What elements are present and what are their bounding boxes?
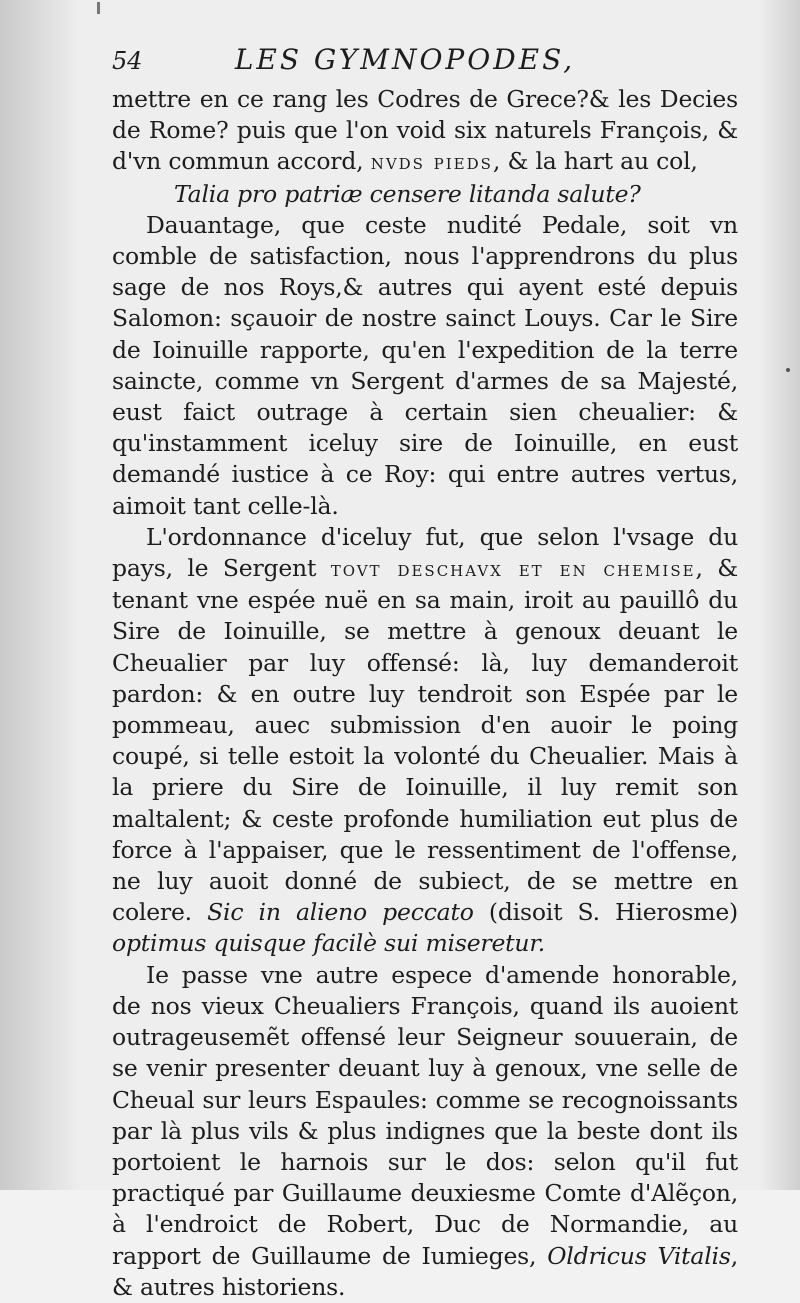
oldricus-vitalis-italic: Oldricus Vitalis [547,1241,731,1270]
paragraph-2: Dauantage, que ceste nudité Pedale, soit vn comble de satisfaction, nous l'apprendrons du plus sage de nos Roys,& autres qui ayent esté depuis Salomon: sçauoir de nostre sainct Louys. Car le Sire de Ioinuille rapporte, qu'en l'expedition de la terre saincte, comme vn Sergent d'armes de sa Majesté, eust faict outrage à certain sien cheualier: & qu'instamment iceluy sire de Ioinuille, en eust demandé iustice à ce Roy: qui entre autres vertus, aimoit tant celle-là. [112,210,738,520]
latin-quote-1: Sic in alieno peccato [207,898,474,927]
page-number: 54 [112,47,143,75]
latin-quote-2: optimus quisque facilè sui miseretur. [112,929,546,958]
paragraph-3-body: , & tenant vne espée nuë en sa main, iroit au pauillô du Sire de Ioinuille, se mettre à genoux deuant le Cheualier par luy offensé: là, luy demanderoit pardon: & en outre luy tendroit son Espée par le pommeau, auec submission d'en auoir le poing coupé, si telle estoit la volonté du Cheualier. Mais à la priere du Sire de Ioinuille, il luy remit son maltalent; & ceste profonde humiliation eut plus de force à l'appaiser, que le ressentiment de l'offense, ne luy auoit donné de subiect, de se mettre en colere. [112,554,739,927]
scan-mark [97,2,100,14]
paragraph-4-text: Ie passe vne autre espece d'amende honorable, de nos vieux Cheualiers François, quand ils auoient outrageusemẽt offensé leur Seigneur souuerain, de se venir presenter deuant luy à genoux, vne selle de Cheual sur leurs Espaules: comme se recognoissants par là plus vils & plus indignes que la beste dont ils portoient le harnois sur le dos: selon qu'il fut practiqué par Guillaume deuxiesme Comte d'Alẽçon, à l'endroict de Robert, Duc de Normandie, au rapport de Guillaume de Iumieges, [112,960,738,1270]
tout-deschaux-smallcaps: tovt deschavx et en chemise [330,557,696,582]
paragraph-4-end: , & autres historiens. [112,1241,738,1301]
paragraph-1-end: , & la hart au col, [492,147,698,176]
latin-verse: Talia pro patriæ censere litanda salute? [174,179,641,208]
paragraph-3-text: L'ordonnance d'iceluy fut, que selon l'vsage du pays, le Sergent [112,522,738,583]
running-title: LES GYMNOPODES, [234,43,576,76]
page-body [112,44,738,1303]
page-header [112,44,738,84]
paragraph-1-text: mettre en ce rang les Codres de Grece?& les Decies de Rome? puis que l'on void six naturels François, & d'vn commun accord, [112,85,738,176]
ink-spot [786,368,790,372]
paragraph-3-attribution: (disoit S. Hierosme) [473,898,738,927]
paragraph-1 [112,84,738,179]
paragraph-4 [112,960,738,1303]
nuds-pieds-smallcaps: nvds pieds [370,150,493,175]
paragraph-3 [112,522,738,960]
